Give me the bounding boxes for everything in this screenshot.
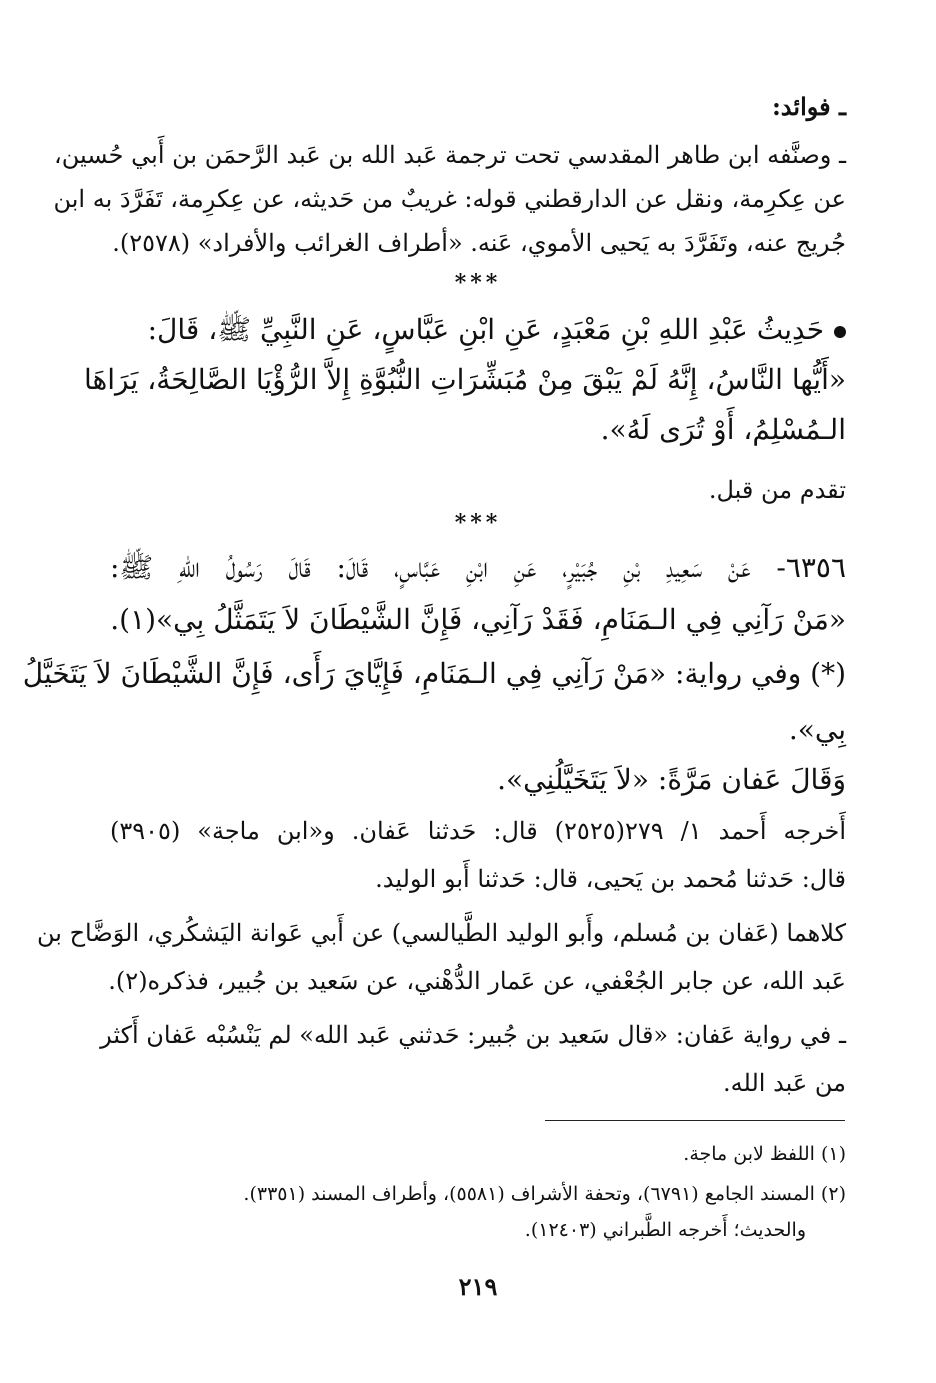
hadith-text: حَدِيثُ عَبْدِ اللهِ بْنِ مَعْبَدٍ، عَنِ ابْنِ عَبَّاسٍ، عَنِ النَّبِيِّ ﷺ، قَالَ: — [147, 313, 824, 346]
paragraph-line: عن عِكرِمة، ونقل عن الدارقطني قوله: غريبٌ من حَديثه، عن عِكرِمة، تَفَرَّدَ به ابن — [53, 185, 846, 213]
hadith-line: وَقَالَ عَفان مَرَّةً: «لاَ يَتَخَيَّلُنِي». — [497, 763, 846, 796]
note-line: تقدم من قبل. — [708, 476, 846, 504]
takhrij-line: أَخرجه أَحمد ١/ ٢٧٩(٢٥٢٥) قال: حَدثنا عَفان. و«ابن ماجة» (٣٩٠٥) — [110, 817, 847, 845]
takhrij-line: عَبد الله، عن جابر الجُعْفي، عن عَمار الدُّهْني، عن سَعيد بن جُبير، فذكره(٢). — [108, 967, 846, 995]
hadith-line: ٦٣٥٦- عَنْ سَعِيدِ بْنِ جُبَيْرٍ، عَنِ ابْنِ عَبَّاسٍ، قَالَ: قَالَ رَسُولُ اللهِ ﷺ: — [110, 551, 846, 584]
takhrij-line: كلاهما (عَفان بن مُسلم، وأَبو الوليد الطَّيالسي) عن أَبي عَوانة اليَشكُري، الوَضَّاح بن — [36, 919, 846, 947]
footnote: والحديث؛ أَخرجه الطَّبراني (١٢٤٠٣). — [524, 1219, 806, 1241]
footnote: (١) اللفظ لابن ماجة. — [683, 1143, 846, 1165]
takhrij-line: من عَبد الله. — [723, 1069, 846, 1097]
hadith-line: «أَيُّها النَّاسُ، إِنَّهُ لَمْ يَبْقَ مِنْ مُبَشِّرَاتِ النُّبُوَّةِ إِلاَّ الرُّؤْيَا الصَّالِحَةُ، يَرَاهَا — [83, 363, 846, 396]
footnote-divider — [545, 1120, 845, 1121]
separator-stars: *** — [454, 510, 502, 536]
bullet-icon — [834, 326, 846, 338]
hadith-heading-line — [110, 312, 846, 347]
takhrij-line: قال: حَدثنا مُحمد بن يَحيى، قال: حَدثنا أَبو الوليد. — [375, 865, 846, 893]
takhrij-line: ـ في رواية عَفان: «قال سَعيد بن جُبير: حَدثني عَبد الله» لم يَنْسُبْه عَفان أَكثر — [100, 1021, 846, 1049]
section-heading: ـ فوائد: — [771, 92, 846, 121]
paragraph-line: ـ وصنَّفه ابن طاهر المقدسي تحت ترجمة عَبد الله بن عَبد الرَّحمَن بن أَبي حُسين، — [54, 141, 846, 169]
hadith-line: «مَنْ رَآنِي فِي الـمَنَامِ، فَقَدْ رَآنِي، فَإِنَّ الشَّيْطَانَ لاَ يَتَمَثَّلُ بِي»(١). — [110, 603, 846, 636]
page-number: ٢١٩ — [458, 1272, 498, 1301]
hadith-line: الـمُسْلِمُ، أَوْ تُرَى لَهُ». — [600, 413, 846, 446]
hadith-line: بِي». — [788, 713, 846, 746]
paragraph-line: جُريج عنه، وتَفَرَّدَ به يَحيى الأموي، عَنه. «أطراف الغرائب والأفراد» (٢٥٧٨). — [112, 229, 846, 257]
footnote: (٢) المسند الجامع (٦٧٩١)، وتحفة الأشراف (٥٥٨١)، وأطراف المسند (٣٣٥١). — [243, 1183, 846, 1205]
separator-stars: *** — [454, 270, 502, 296]
hadith-line: (*) وفي رواية: «مَنْ رَآنِي فِي الـمَنَامِ، فَإِيَّايَ رَأَى، فَإِنَّ الشَّيْطَانَ لاَ يَتَخَيَّلُ — [22, 657, 846, 690]
